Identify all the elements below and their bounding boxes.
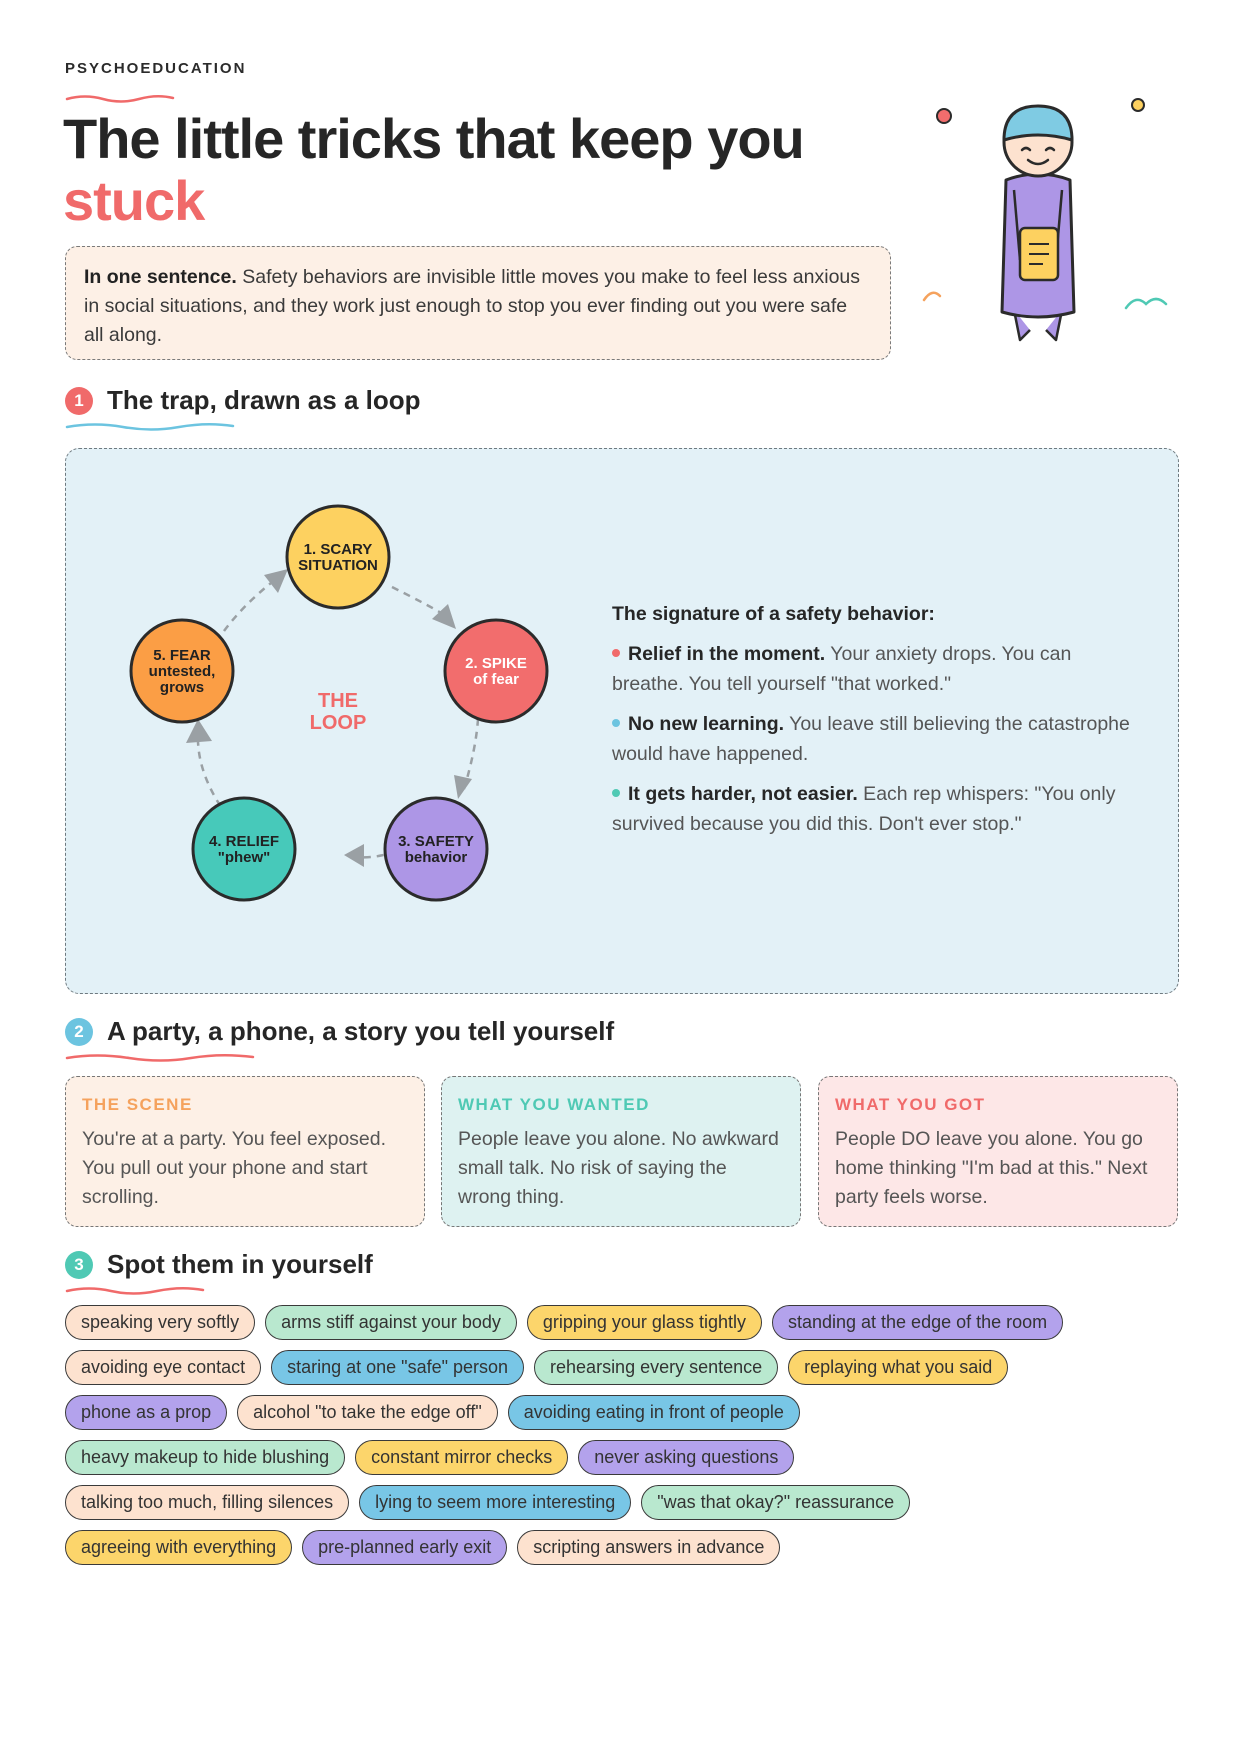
signature-point — [612, 779, 1142, 839]
loop-node-label: "phew" — [217, 849, 271, 866]
card-label: WHAT YOU WANTED — [458, 1095, 650, 1114]
section-3-underline — [65, 1284, 205, 1296]
signature-point-bold: No new learning. — [628, 713, 785, 735]
signature-point-text: You leave still believing the catastrophe would have happened. — [612, 713, 1130, 765]
loop-node-label: 4. RELIEF — [208, 833, 280, 850]
signature-point-text: Each rep whispers: "You only survived because you did this. Don't ever stop." — [612, 783, 1116, 835]
behavior-chip: lying to seem more interesting — [359, 1485, 631, 1520]
behavior-chip: arms stiff against your body — [265, 1305, 517, 1340]
behavior-chip: agreeing with everything — [65, 1530, 292, 1565]
signature-point — [612, 709, 1142, 769]
card-text: You're at a party. You feel exposed. You pull out your phone and start scrolling. — [82, 1128, 387, 1208]
loop-node-label: of fear — [473, 671, 519, 688]
loop-node-label: grows — [159, 679, 205, 696]
bullet-dot — [612, 789, 620, 797]
section-title: The trap, drawn as a loop — [107, 385, 421, 415]
section-title: Spot them in yourself — [107, 1249, 373, 1279]
behavior-chip: gripping your glass tightly — [527, 1305, 762, 1340]
card-scene — [65, 1076, 425, 1227]
loop-center-label-line2: LOOP — [309, 712, 367, 734]
section-1-underline — [65, 420, 235, 432]
behavior-chip: never asking questions — [578, 1440, 794, 1475]
loop-node-label: 1. SCARY — [303, 541, 373, 558]
behavior-chip: talking too much, filling silences — [65, 1485, 349, 1520]
chip-row — [65, 1305, 1185, 1340]
bullet-dot — [612, 649, 620, 657]
loop-node — [287, 506, 389, 608]
decor-squiggle-orange — [924, 293, 940, 300]
eyebrow-underline — [65, 92, 175, 104]
loop-node — [193, 798, 295, 900]
chip-row — [65, 1440, 1185, 1475]
section-number: 2 — [65, 1018, 93, 1046]
card-got — [818, 1076, 1178, 1227]
signature-point-bold: Relief in the moment. — [628, 643, 826, 665]
loop-node — [385, 798, 487, 900]
behavior-chip: heavy makeup to hide blushing — [65, 1440, 345, 1475]
loop-node-label: untested, — [148, 663, 216, 680]
character-hat — [1004, 106, 1072, 140]
signature-block — [612, 599, 1142, 849]
behavior-chip: staring at one "safe" person — [271, 1350, 524, 1385]
card-label: THE SCENE — [82, 1095, 193, 1114]
summary-lead: In one sentence. — [84, 266, 237, 288]
section-title: A party, a phone, a story you tell yourself — [107, 1016, 615, 1046]
behavior-chip: speaking very softly — [65, 1305, 255, 1340]
card-wanted — [441, 1076, 801, 1227]
loop-node — [445, 620, 547, 722]
title-main: The little tricks that keep you — [63, 107, 804, 170]
behavior-chip: scripting answers in advance — [517, 1530, 780, 1565]
summary-text: Safety behaviors are invisible little moves you make to feel less anxious in social situations, and they work just enough to stop you ever finding out you were safe all along. — [84, 266, 861, 346]
bullet-dot — [612, 719, 620, 727]
section-3-heading — [65, 1249, 373, 1280]
chip-row — [65, 1395, 1185, 1430]
decor-dot-red — [937, 109, 951, 123]
behavior-chip: rehearsing every sentence — [534, 1350, 778, 1385]
behavior-chip: avoiding eating in front of people — [508, 1395, 800, 1430]
section-number: 3 — [65, 1251, 93, 1279]
loop-center-label-line1: THE — [318, 690, 358, 712]
chip-row — [65, 1485, 1185, 1520]
section-2-underline — [65, 1051, 255, 1063]
summary-box — [65, 246, 891, 360]
loop-node-label: behavior — [404, 849, 468, 866]
chip-row — [65, 1350, 1185, 1385]
behavior-chip: standing at the edge of the room — [772, 1305, 1063, 1340]
character-illustration — [910, 90, 1190, 350]
decor-squiggle-teal — [1126, 299, 1166, 308]
section-1-heading — [65, 385, 421, 416]
loop-panel — [65, 448, 1179, 994]
behavior-chip: replaying what you said — [788, 1350, 1008, 1385]
loop-node-label: 5. FEAR — [153, 647, 211, 664]
signature-point-text: Your anxiety drops. You can breathe. You tell yourself "that worked." — [612, 643, 1072, 695]
eyebrow-label: PSYCHOEDUCATION — [65, 60, 247, 77]
title-accent: stuck — [63, 169, 205, 232]
signature-heading: The signature of a safety behavior: — [612, 603, 935, 625]
behavior-chip: alcohol "to take the edge off" — [237, 1395, 498, 1430]
behavior-chip: pre-planned early exit — [302, 1530, 507, 1565]
section-2-heading — [65, 1016, 614, 1047]
loop-node-label: SITUATION — [298, 557, 378, 574]
chip-row — [65, 1530, 1185, 1565]
page-title — [63, 108, 804, 232]
card-label: WHAT YOU GOT — [835, 1095, 986, 1114]
loop-node — [131, 620, 233, 722]
behavior-chips — [65, 1305, 1185, 1575]
decor-dot-yellow — [1132, 99, 1144, 111]
loop-node-label: 2. SPIKE — [465, 655, 527, 672]
behavior-chip: "was that okay?" reassurance — [641, 1485, 910, 1520]
section-number: 1 — [65, 387, 93, 415]
card-text: People DO leave you alone. You go home thinking "I'm bad at this." Next party feels worse. — [835, 1128, 1148, 1208]
signature-point — [612, 639, 1142, 699]
behavior-chip: avoiding eye contact — [65, 1350, 261, 1385]
loop-node-label: 3. SAFETY — [398, 833, 474, 850]
signature-point-bold: It gets harder, not easier. — [628, 783, 858, 805]
card-text: People leave you alone. No awkward small talk. No risk of saying the wrong thing. — [458, 1128, 779, 1208]
loop-diagram — [66, 449, 566, 995]
behavior-chip: phone as a prop — [65, 1395, 227, 1430]
behavior-chip: constant mirror checks — [355, 1440, 568, 1475]
